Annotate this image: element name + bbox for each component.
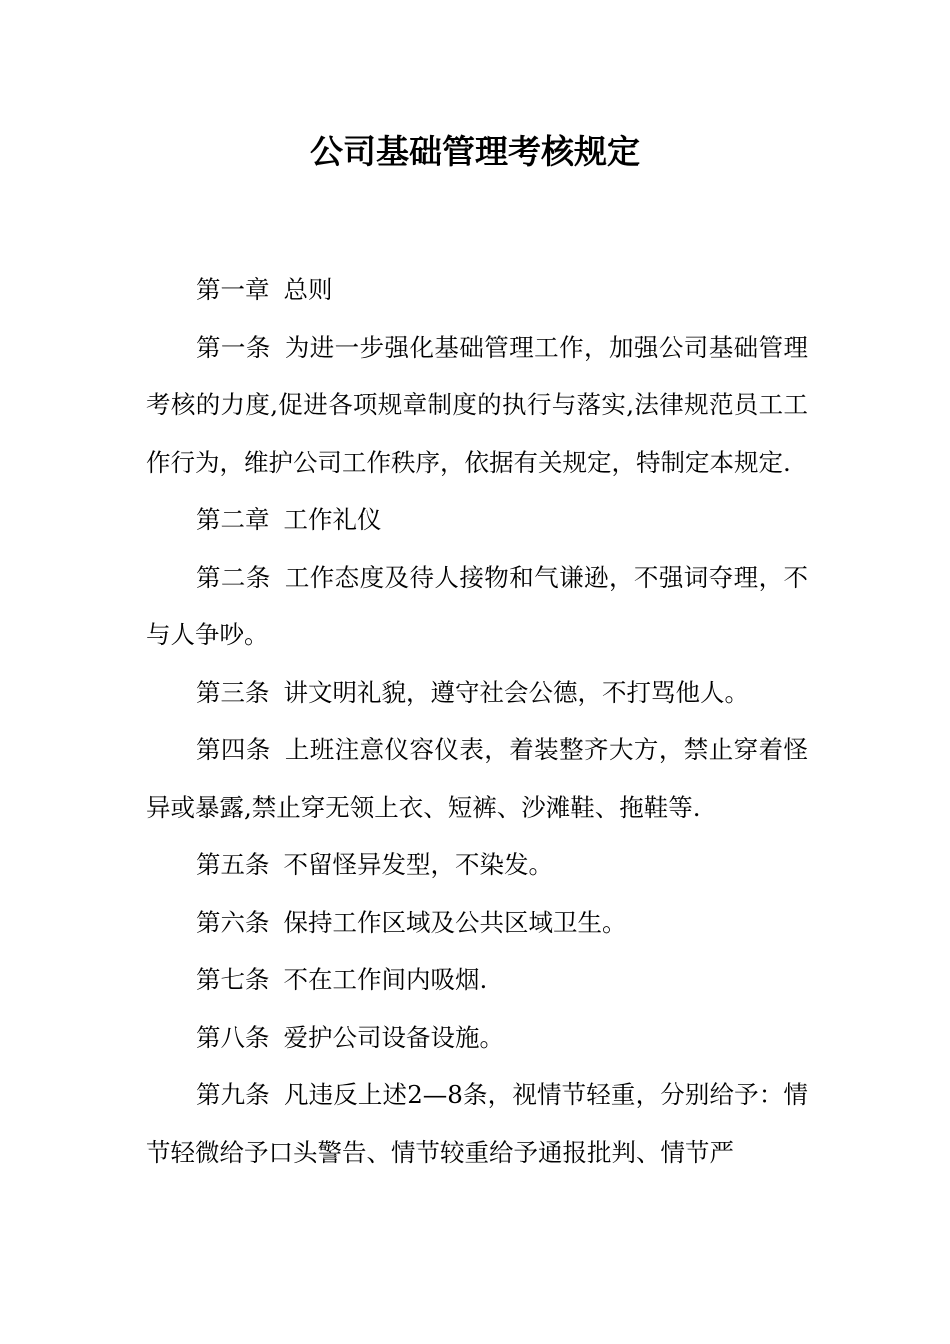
document-title: 公司基础管理考核规定 xyxy=(310,132,640,171)
chapter-heading xyxy=(146,261,808,319)
article-number: 第九条 xyxy=(196,1080,270,1109)
article-paragraph xyxy=(146,951,808,1009)
article-number: 第四条 xyxy=(196,735,271,764)
article-text: 不留怪异发型，不染发。 xyxy=(283,850,553,879)
article-text: 上班注意仪容仪表，着装整齐大方，禁止穿着怪异或暴露,禁止穿无领上衣、短裤、沙滩鞋、拖鞋等. xyxy=(146,735,809,822)
article-paragraph xyxy=(146,319,808,492)
article-number: 第八条 xyxy=(196,1022,270,1052)
article-number: 第五条 xyxy=(196,850,270,879)
article-text: 不在工作间内吸烟. xyxy=(283,965,488,994)
chapter-number: 第二章 xyxy=(196,505,270,534)
article-paragraph xyxy=(146,836,808,894)
article-number: 第一条 xyxy=(196,332,271,362)
article-paragraph xyxy=(146,549,808,664)
article-text: 为进一步强化基础管理工作，加强公司基础管理考核的力度,促进各项规章制度的执行与落实,法律规范员工工作行为，维护公司工作秩序，依据有关规定，特制定本规定. xyxy=(146,332,809,477)
article-number: 第六条 xyxy=(196,907,270,937)
chapter-title: 工作礼仪 xyxy=(283,505,382,534)
chapter-heading xyxy=(146,491,808,549)
article-number: 第七条 xyxy=(196,965,270,994)
article-paragraph xyxy=(146,894,808,952)
article-text: 爱护公司设备设施。 xyxy=(283,1022,504,1052)
article-text: 保持工作区域及公共区域卫生。 xyxy=(283,907,627,937)
article-number: 第三条 xyxy=(196,677,270,707)
document-body xyxy=(146,261,808,1181)
article-paragraph xyxy=(146,721,808,836)
article-number: 第二条 xyxy=(196,562,271,592)
article-paragraph xyxy=(146,1009,808,1067)
article-paragraph xyxy=(146,664,808,722)
chapter-title: 总则 xyxy=(283,275,333,304)
article-text: 讲文明礼貌，遵守社会公德，不打骂他人。 xyxy=(283,677,749,707)
chapter-number: 第一章 xyxy=(196,275,270,304)
article-text: 凡违反上述2—8条，视情节轻重，分别给予：情节轻微给予口头警告、情节较重给予通报批判、情节严 xyxy=(146,1080,808,1167)
article-paragraph xyxy=(146,1066,808,1181)
article-text: 工作态度及待人接物和气谦逊，不强词夺理，不与人争吵。 xyxy=(146,562,809,649)
